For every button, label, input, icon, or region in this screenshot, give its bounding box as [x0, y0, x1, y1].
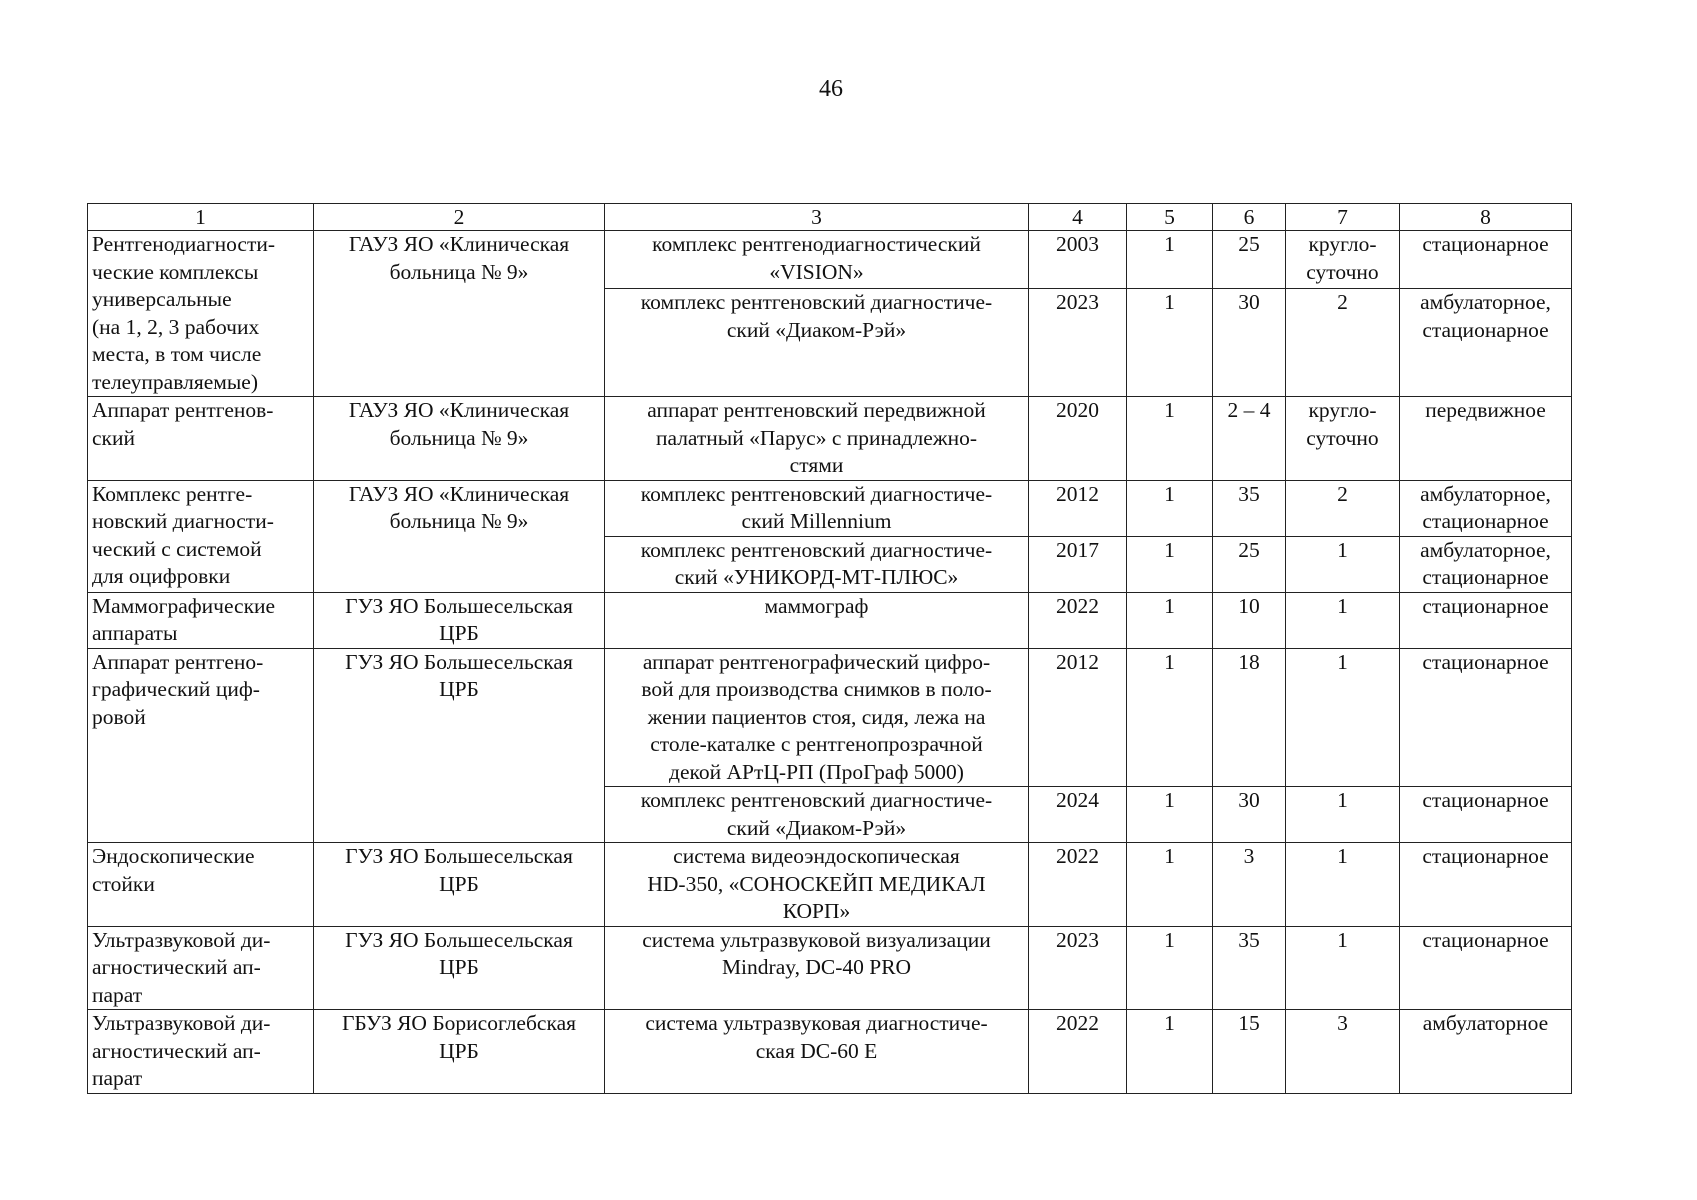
organization-cell: ГАУЗ ЯО «Клиническая больница № 9»	[314, 397, 605, 481]
equipment-type-cell: Эндоскопические стойки	[88, 843, 314, 927]
year-cell: 2023	[1029, 289, 1127, 397]
load-cell: 2 – 4	[1213, 397, 1286, 481]
count-cell: 1	[1127, 648, 1213, 787]
shift-cell: 2	[1286, 480, 1400, 536]
shift-cell: 1	[1286, 843, 1400, 927]
equipment-table	[87, 203, 1572, 1094]
table-row	[88, 592, 1572, 648]
organization-cell: ГУЗ ЯО Большесельская ЦРБ	[314, 843, 605, 927]
mode-cell: стационарное	[1400, 787, 1572, 843]
equipment-model-cell: система видеоэндоскопическая HD-350, «СОНОСКЕЙП МЕДИКАЛ КОРП»	[605, 843, 1029, 927]
load-cell: 18	[1213, 648, 1286, 787]
header-row	[88, 204, 1572, 231]
year-cell: 2022	[1029, 592, 1127, 648]
header-cell: 8	[1400, 204, 1572, 231]
count-cell: 1	[1127, 926, 1213, 1010]
load-cell: 30	[1213, 289, 1286, 397]
count-cell: 1	[1127, 843, 1213, 927]
shift-cell: 3	[1286, 1010, 1400, 1094]
header-cell: 7	[1286, 204, 1400, 231]
header-cell: 2	[314, 204, 605, 231]
header-cell: 6	[1213, 204, 1286, 231]
equipment-type-cell: Ультразвуковой ди- агностический ап- парат	[88, 926, 314, 1010]
equipment-type-cell: Ультразвуковой ди- агностический ап- парат	[88, 1010, 314, 1094]
equipment-model-cell: комплекс рентгенодиагностический «VISION»	[605, 231, 1029, 289]
organization-cell: ГУЗ ЯО Большесельская ЦРБ	[314, 648, 605, 843]
equipment-model-cell: система ультразвуковая диагностиче- ская DC-60 E	[605, 1010, 1029, 1094]
mode-cell: амбулаторное	[1400, 1010, 1572, 1094]
equipment-model-cell: комплекс рентгеновский диагностиче- ский «УНИКОРД-МТ-ПЛЮС»	[605, 536, 1029, 592]
shift-cell: 1	[1286, 787, 1400, 843]
equipment-type-cell: Маммографические аппараты	[88, 592, 314, 648]
mode-cell: стационарное	[1400, 648, 1572, 787]
mode-cell: стационарное	[1400, 926, 1572, 1010]
equipment-type-cell: Аппарат рентгенов- ский	[88, 397, 314, 481]
year-cell: 2022	[1029, 1010, 1127, 1094]
organization-cell: ГАУЗ ЯО «Клиническая больница № 9»	[314, 231, 605, 397]
year-cell: 2023	[1029, 926, 1127, 1010]
shift-cell: кругло- суточно	[1286, 397, 1400, 481]
equipment-model-cell: аппарат рентгенографический цифро- вой для производства снимков в поло- жении пациентов стоя, сидя, лежа на столе-каталке с рентгенопрозрачной декой АРтЦ-РП (ПроГраф 5000)	[605, 648, 1029, 787]
year-cell: 2012	[1029, 648, 1127, 787]
count-cell: 1	[1127, 592, 1213, 648]
shift-cell: 1	[1286, 536, 1400, 592]
load-cell: 15	[1213, 1010, 1286, 1094]
table-row	[88, 480, 1572, 536]
shift-cell: кругло- суточно	[1286, 231, 1400, 289]
equipment-model-cell: комплекс рентгеновский диагностиче- ский Millennium	[605, 480, 1029, 536]
load-cell: 10	[1213, 592, 1286, 648]
mode-cell: стационарное	[1400, 592, 1572, 648]
year-cell: 2020	[1029, 397, 1127, 481]
table-body	[88, 204, 1572, 1094]
count-cell: 1	[1127, 480, 1213, 536]
shift-cell: 1	[1286, 648, 1400, 787]
mode-cell: стационарное	[1400, 231, 1572, 289]
mode-cell: амбулаторное, стационарное	[1400, 289, 1572, 397]
organization-cell: ГАУЗ ЯО «Клиническая больница № 9»	[314, 480, 605, 592]
year-cell: 2003	[1029, 231, 1127, 289]
mode-cell: передвижное	[1400, 397, 1572, 481]
organization-cell: ГУЗ ЯО Большесельская ЦРБ	[314, 926, 605, 1010]
table-row	[88, 926, 1572, 1010]
table-row	[88, 648, 1572, 787]
equipment-model-cell: аппарат рентгеновский передвижной палатный «Парус» с принадлежно- стями	[605, 397, 1029, 481]
table-row	[88, 1010, 1572, 1094]
count-cell: 1	[1127, 231, 1213, 289]
load-cell: 3	[1213, 843, 1286, 927]
page-number: 46	[819, 76, 843, 102]
year-cell: 2024	[1029, 787, 1127, 843]
mode-cell: стационарное	[1400, 843, 1572, 927]
shift-cell: 1	[1286, 592, 1400, 648]
count-cell: 1	[1127, 1010, 1213, 1094]
count-cell: 1	[1127, 787, 1213, 843]
load-cell: 30	[1213, 787, 1286, 843]
equipment-type-cell: Аппарат рентгено- графический циф- ровой	[88, 648, 314, 843]
mode-cell: амбулаторное, стационарное	[1400, 480, 1572, 536]
load-cell: 35	[1213, 926, 1286, 1010]
table-row	[88, 843, 1572, 927]
organization-cell: ГУЗ ЯО Большесельская ЦРБ	[314, 592, 605, 648]
count-cell: 1	[1127, 289, 1213, 397]
table-row	[88, 397, 1572, 481]
equipment-model-cell: маммограф	[605, 592, 1029, 648]
header-cell: 3	[605, 204, 1029, 231]
equipment-model-cell: система ультразвуковой визуализации Mindray, DC-40 PRO	[605, 926, 1029, 1010]
equipment-model-cell: комплекс рентгеновский диагностиче- ский «Диаком-Рэй»	[605, 289, 1029, 397]
header-cell: 5	[1127, 204, 1213, 231]
load-cell: 35	[1213, 480, 1286, 536]
shift-cell: 2	[1286, 289, 1400, 397]
load-cell: 25	[1213, 536, 1286, 592]
equipment-type-cell: Рентгенодиагности- ческие комплексы универсальные (на 1, 2, 3 рабочих места, в том числе телеуправляемые)	[88, 231, 314, 397]
table-row	[88, 231, 1572, 289]
equipment-model-cell: комплекс рентгеновский диагностиче- ский «Диаком-Рэй»	[605, 787, 1029, 843]
load-cell: 25	[1213, 231, 1286, 289]
header-cell: 1	[88, 204, 314, 231]
organization-cell: ГБУЗ ЯО Борисоглебская ЦРБ	[314, 1010, 605, 1094]
year-cell: 2012	[1029, 480, 1127, 536]
shift-cell: 1	[1286, 926, 1400, 1010]
year-cell: 2017	[1029, 536, 1127, 592]
header-cell: 4	[1029, 204, 1127, 231]
mode-cell: амбулаторное, стационарное	[1400, 536, 1572, 592]
count-cell: 1	[1127, 536, 1213, 592]
count-cell: 1	[1127, 397, 1213, 481]
year-cell: 2022	[1029, 843, 1127, 927]
equipment-type-cell: Комплекс рентге- новский диагности- ческий с системой для оцифровки	[88, 480, 314, 592]
